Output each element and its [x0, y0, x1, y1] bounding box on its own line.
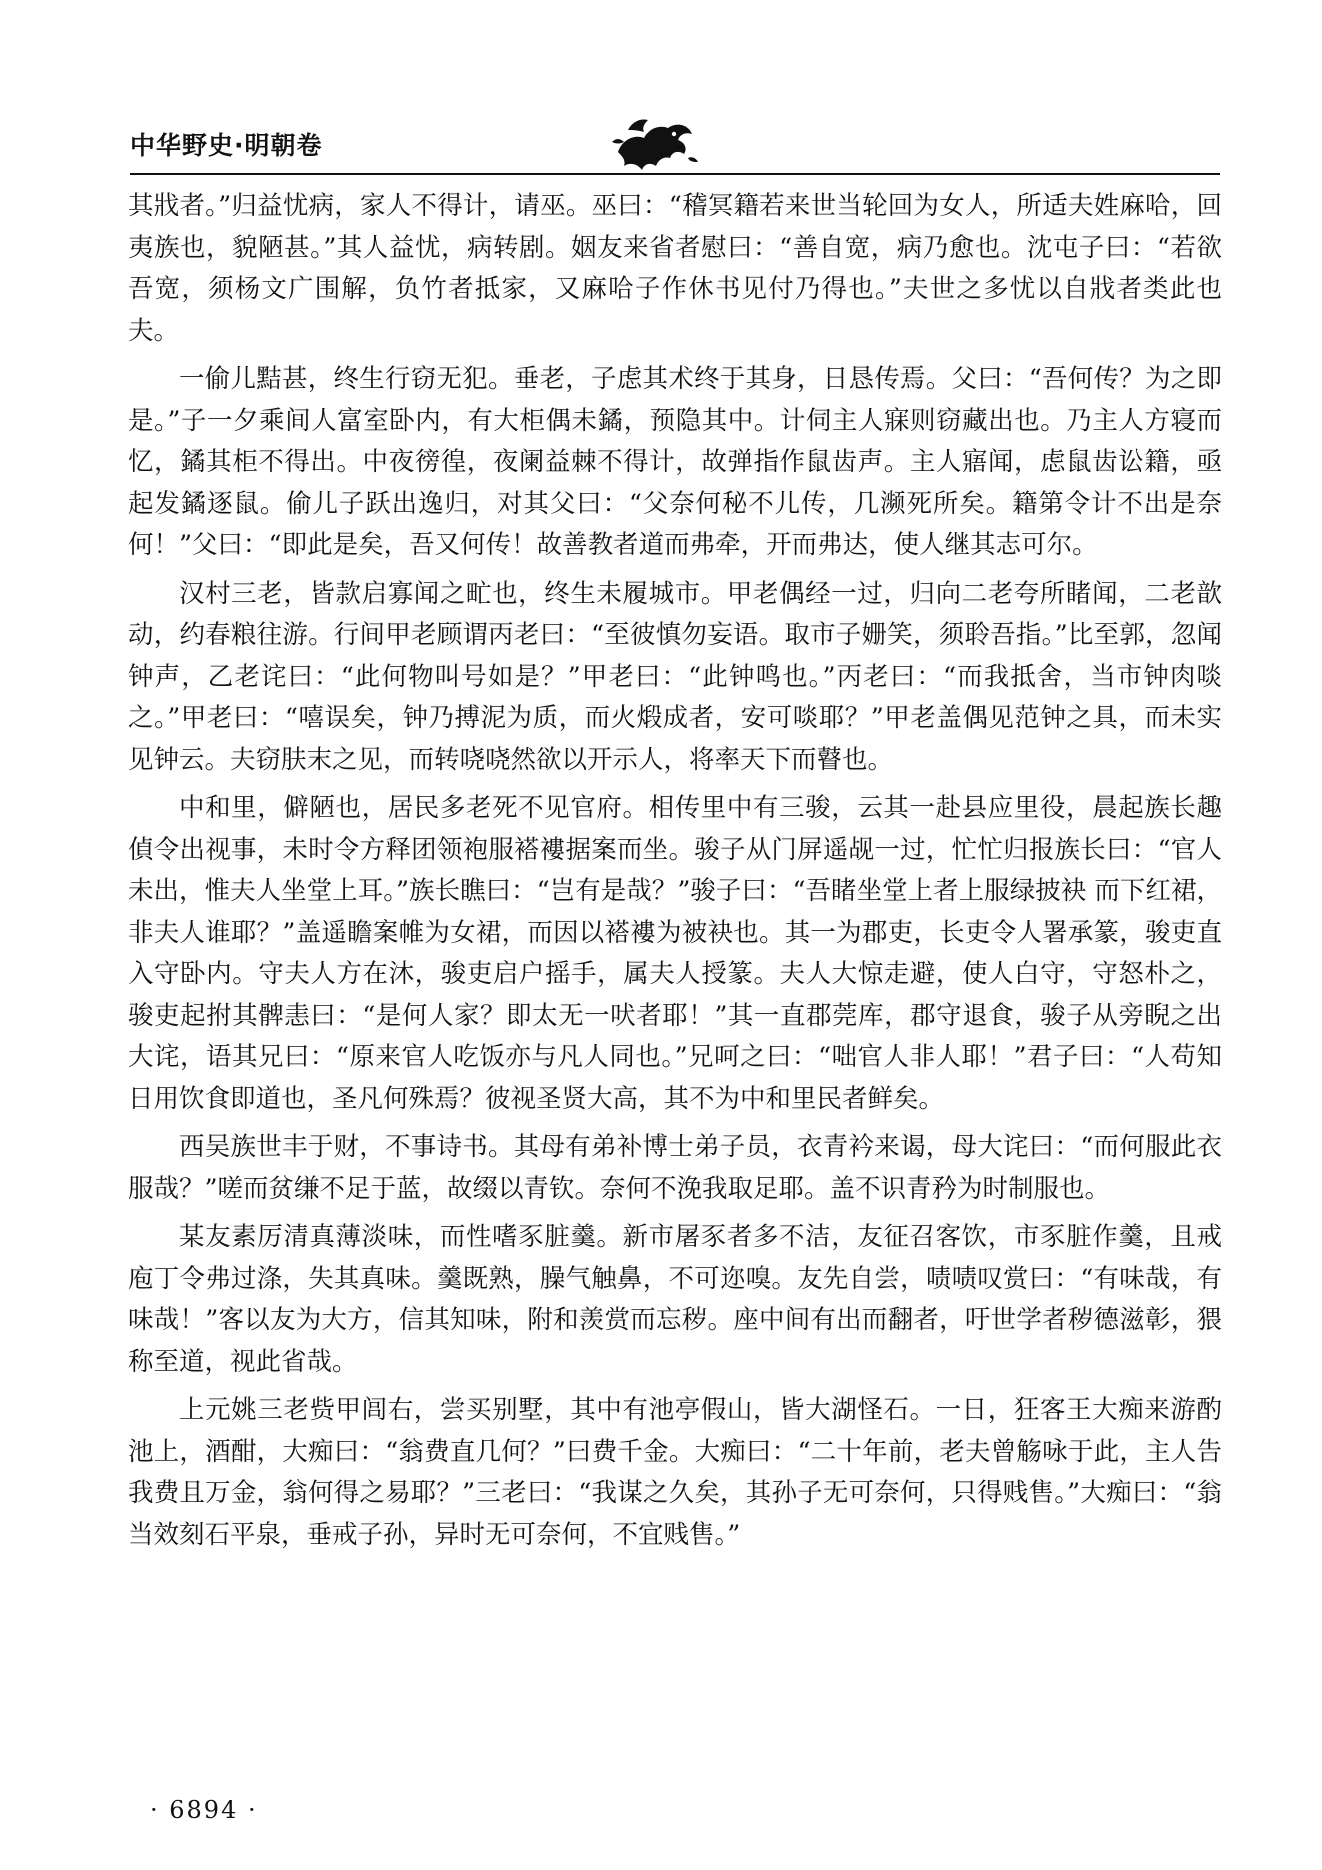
- paragraph: 西吴族世丰于财，不事诗书。其母有弟补博士弟子员，衣青衿来谒，母大诧曰：“而何服此衣服哉？”嗟而贫缣不足于蓝，故缀以青钦。奈何不浼我取足耶。盖不识青矜为时制服也。: [128, 1132, 1222, 1204]
- paragraph: 上元姚三老赀甲闾右，尝买别墅，其中有池亭假山，皆大湖怪石。一日，狂客王大痴来游酌池上，酒酣，大痴曰：“翁费直几何？”曰费千金。大痴曰：“二十年前，老夫曾觞咏于此，主人告我费且万金，翁何得之易耶？”三老曰：“我谋之久矣，其孙子无可奈何，只得贱售。”大痴曰：“翁当效刻石平泉，垂戒子孙，异时无可奈何，不宜贱售。”: [128, 1395, 1222, 1550]
- page-number: · 6894 ·: [150, 1796, 258, 1824]
- paragraph: 中和里，僻陋也，居民多老死不见官府。相传里中有三骏，云其一赴县应里役，晨起族长趣偵令出视事，未时令方释团领袍服褡褸据案而坐。骏子从门屏遥觇一过，忙忙归报族长曰：“官人未出，惟夫人坐堂上耳。”族长瞧曰：“岂有是哉？”骏子曰：“吾睹坐堂上者上服绿披袂 而下红裙，非夫人谁耶？”盖遥瞻案帷为女裙，而因以褡褸为被袂也。其一为郡吏，长吏令人署承篆，骏吏直入守卧内。守夫人方在沐，骏吏启户摇手，属夫人授篆。夫人大惊走避，使人白守，守怒朴之，骏吏起拊其髀恚曰：“是何人家？即太无一吠者耶！”其一直郡莞库，郡守退食，骏子从旁睨之出大诧，语其兄曰：“原来官人吃饭亦与凡人同也。”兄呵之曰：“咄官人非人耶！”君子曰：“人苟知日用饮食即道也，圣凡何殊焉？彼视圣贤大高，其不为中和里民者鲜矣。: [128, 793, 1222, 1114]
- paragraph: 某友素厉清真薄淡味，而性嗜豕脏羹。新市屠豕者多不洁，友征召客饮，市豕脏作羹，且戒庖丁令弗过涤，失其真味。羹既熟，臊气触鼻，不可迩嗅。友先自尝，啧啧叹赏曰：“有味哉，有味哉！”客以友为大方，信其知味，附和羡赏而忘秽。座中间有出而翻者，吁世学者秽德滋彰，猥称至道，视此省哉。: [128, 1222, 1222, 1377]
- paragraph: 其戕者。”归益忧病，家人不得计，请巫。巫曰：“稽冥籍若来世当轮回为女人，所适夫姓麻哈，回夷族也，貌陋甚。”其人益忧，病转剧。姻友来省者慰曰：“善自宽，病乃愈也。沈屯子曰：“若欲吾宽，须杨文广围解，负竹者抵家，又麻哈子作休书见付乃得也。”夫世之多忧以自戕者类此也夫。: [128, 191, 1222, 346]
- header-rule: [130, 173, 1220, 175]
- paragraph: 汉村三老，皆款启寡闻之甿也，终生未履城市。甲老偶经一过，归向二老夸所睹闻，二老歆动，约春粮往游。行间甲老顾谓丙老曰：“至彼慎勿妄语。取市子姗笑，须聆吾指。”比至郭，忽闻钟声，乙老诧曰：“此何物叫号如是？”甲老曰：“此钟鸣也。”丙老曰：“而我抵舍，当市钟肉啖之。”甲老曰：“嘻误矣，钟乃搏泥为质，而火煅成者，安可啖耶？”甲老盖偶见范钟之具，而未实见钟云。夫窃肤末之见，而转哓哓然欲以开示人，将率天下而瞽也。: [128, 578, 1222, 775]
- body-text: [128, 186, 1222, 1563]
- running-header: [130, 112, 1220, 172]
- dragon-emblem-icon: [608, 112, 700, 174]
- book-title: 中华野史·明朝卷: [130, 131, 323, 160]
- paragraph: 一偷儿黠甚，终生行窃无犯。垂老，子虑其术终于其身，日恳传焉。父曰：“吾何传？为之即是。”子一夕乘间人富室卧内，有大柜偶未鐍，预隐其中。计伺主人寐则窃藏出也。乃主人方寝而忆，鐍其柜不得出。中夜徬徨，夜阑益棘不得计，故弹指作鼠齿声。主人寤闻，虑鼠齿讼籍，亟起发鐍逐鼠。偷儿子跃出逸归，对其父曰：“父奈何秘不儿传，几濒死所矣。籍第令计不出是奈何！”父曰：“即此是矣，吾又何传！故善教者道而弗牵，开而弗达，使人继其志可尔。: [128, 364, 1222, 560]
